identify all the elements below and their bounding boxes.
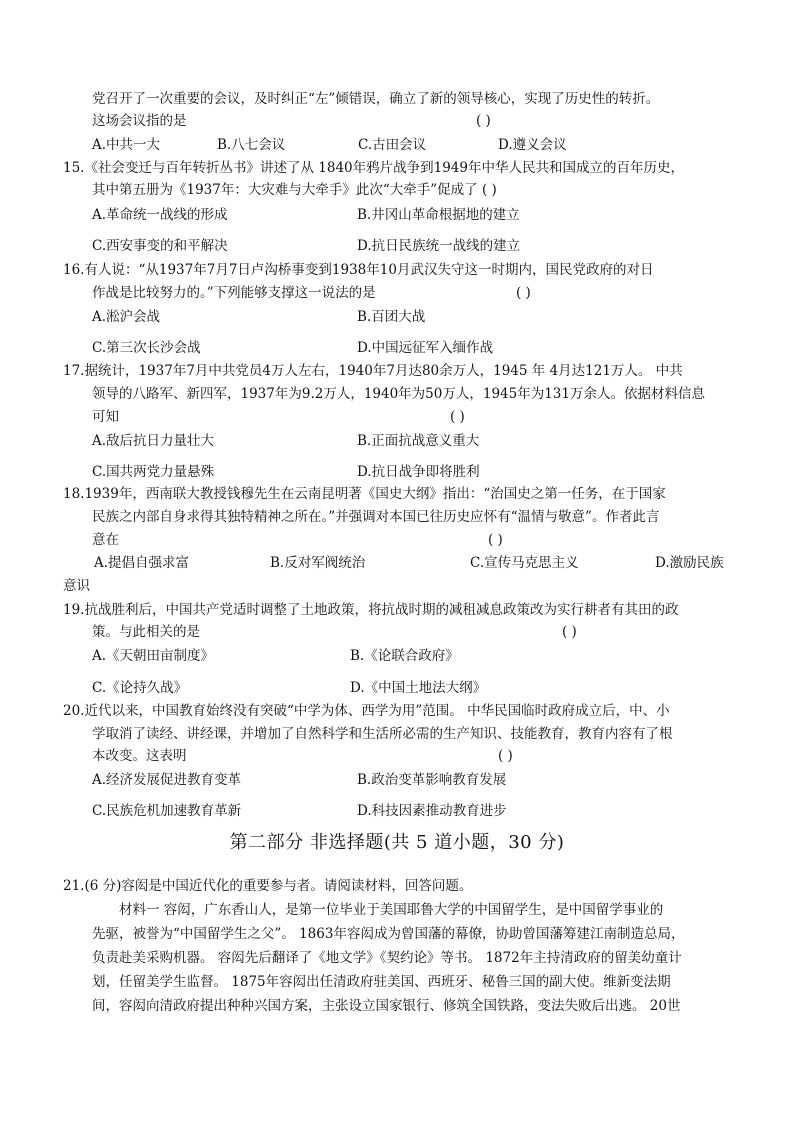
q17-option-a: A.敌后抗日力量壮大	[92, 433, 215, 449]
q17-option-d: D.抗日战争即将胜利	[357, 464, 480, 480]
q16-option-d: D.中国远征军入缅作战	[357, 340, 494, 356]
q20-option-d: D.科技因素推动教育进步	[357, 803, 507, 819]
q18-option-b: B.反对军阀统治	[270, 555, 366, 571]
q20-option-a: A.经济发展促进教育变革	[92, 772, 242, 788]
q20-answer-blank: ( )	[498, 748, 513, 764]
q20-option-c: C.民族危机加速教育革新	[92, 803, 242, 819]
q18-line2: 民族之内部自身求得其独特精神之所在。”并强调对本国已往历史应怀有“温情与敬意”。作者此言	[92, 509, 660, 525]
q17-option-c: C.国共两党力量悬殊	[92, 464, 215, 480]
q16-option-b: B.百团大战	[357, 309, 426, 325]
q16-line1: 16.有人说：“从1937年7月7日卢沟桥事变到1938年10月武汉失守这一时期内，国民党政府的对日	[63, 262, 654, 278]
q14-option-d: D.遵义会议	[498, 137, 567, 153]
q19-option-a: A.《天朝田亩制度》	[92, 648, 215, 664]
q19-line1: 19.抗战胜利后，中国共产党适时调整了土地政策，将抗战时期的减租减息政策改为实行耕者有其田的政	[63, 602, 679, 618]
q18-line3: 意在	[92, 532, 119, 548]
q16-option-a: A.淞沪会战	[92, 309, 161, 325]
q15-option-a: A.革命统一战线的形成	[92, 207, 228, 223]
q15-line1: 15.《社会变迁与百年转折丛书》讲述了从 1840年鸦片战争到1949年中华人民共和国成立的百年历史，	[63, 160, 684, 176]
q21-material1-line1: 材料一 容闳，广东香山人，是第一位毕业于美国耶鲁大学的中国留学生，是中国留学事业的	[119, 902, 664, 918]
q18-option-d-wrap: 意识	[63, 578, 90, 594]
q18-answer-blank: ( )	[488, 532, 503, 548]
q14-option-c: C.古田会议	[358, 137, 427, 153]
q16-line2: 作战是比较努力的。”下列能够支撑这一说法的是	[92, 285, 376, 301]
q19-option-d: D.《中国土地法大纲》	[350, 680, 487, 696]
q17-answer-blank: ( )	[450, 409, 465, 425]
q17-option-b: B.正面抗战意义重大	[357, 433, 480, 449]
q21-material1-line5: 间，容闳向清政府提出种种兴国方案，主张设立国家银行、修筑全国铁路，变法失败后出逃。 20世	[92, 998, 681, 1014]
q20-line1: 20.近代以来，中国教育始终没有突破“中学为体、西学为用”范围。 中华民国临时政府成立后，中、小	[63, 703, 670, 719]
q21-material1-line2: 先驱，被誉为“中国留学生之父”。 1863年容闳成为曾国藩的幕僚，协助曾国藩筹建江南制造总局，	[92, 926, 685, 942]
q17-line2: 领导的八路军、新四军，1937年为9.2万人，1940年为50万人，1945年为131万余人。依据材料信息	[92, 386, 705, 402]
q20-line3: 本改变。这表明	[92, 748, 187, 764]
q20-line2: 学取消了读经、讲经课，并增加了自然科学和生活所必需的生产知识、技能教育，教育内容有了根	[92, 726, 673, 742]
q14-option-b: B.八七会议	[217, 137, 286, 153]
q15-line2: 其中第五册为《1937年：大灾难与大牵手》此次“大牵手”促成了 ( )	[92, 182, 497, 198]
q15-option-c: C.西安事变的和平解决	[92, 238, 228, 254]
q19-answer-blank: ( )	[562, 624, 577, 640]
q19-option-c: C.《论持久战》	[92, 680, 188, 696]
q14-line2: 这场会议指的是	[92, 113, 187, 129]
q18-option-d: D.激励民族	[655, 555, 724, 571]
q18-option-a: A.提倡自强求富	[94, 555, 190, 571]
q15-option-b: B.井冈山革命根据地的建立	[357, 207, 520, 223]
q18-line1: 18.1939年，西南联大教授钱穆先生在云南昆明著《国史大纲》指出：“治国史之第一任务，在于国家	[63, 486, 666, 502]
q20-option-b: B.政治变革影响教育发展	[357, 772, 507, 788]
q21-material1-line3: 负责赴美采购机器。 容闳先后翻译了《地文学》《契约论》等书。 1872年主持清政府的留美幼童计	[92, 950, 682, 966]
q17-line3: 可知	[92, 409, 119, 425]
q14-line1: 党召开了一次重要的会议，及时纠正“左”倾错误，确立了新的领导核心，实现了历史性的转折。	[92, 91, 660, 107]
q19-line2: 策。与此相关的是	[92, 624, 200, 640]
q21-line1: 21.(6 分)容闳是中国近代化的重要参与者。请阅读材料，回答问题。	[63, 878, 473, 894]
q14-option-a: A.中共一大	[92, 137, 161, 153]
q16-answer-blank: ( )	[516, 285, 531, 301]
q14-answer-blank: ( )	[476, 113, 491, 129]
q21-material1-line4: 划，任留美学生监督。 1875年容闳出任清政府驻美国、西班牙、秘鲁三国的副大使。维新变法期	[92, 974, 671, 990]
part2-heading: 第二部分 非选择题(共 5 道小题，30 分)	[229, 832, 565, 853]
q18-option-c: C.宣传马克思主义	[470, 555, 579, 571]
q16-option-c: C.第三次长沙会战	[92, 340, 201, 356]
q15-option-d: D.抗日民族统一战线的建立	[357, 238, 521, 254]
q19-option-b: B.《论联合政府》	[350, 648, 459, 664]
q17-line1: 17.据统计，1937年7月中共党员4万人左右，1940年7月达80余万人，1945 年 4月达121万人。 中共	[63, 363, 683, 379]
